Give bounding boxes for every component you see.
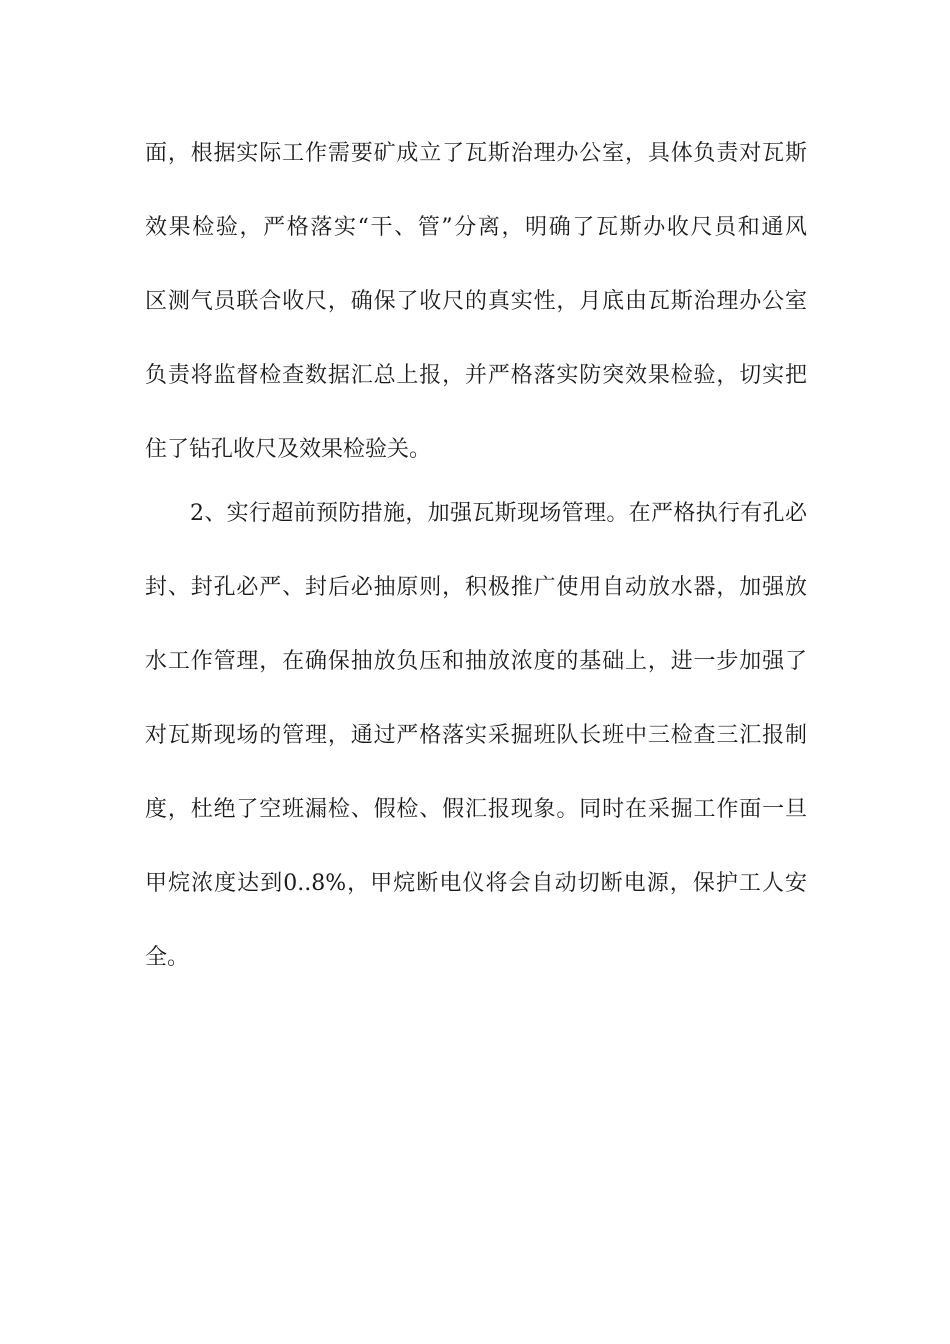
paragraph-1-line-2: 效果检验，严格落实“干、管”分离，明确了瓦斯办收尺员和通风 [145, 215, 807, 240]
paragraph-2-line-7: 全。 [145, 945, 190, 970]
paragraph-2-line-1: 2、实行超前预防措施，加强瓦斯现场管理。在严格执行有孔必 [190, 501, 807, 526]
paragraph-2-line-4: 对瓦斯现场的管理，通过严格落实采掘班队长班中三检查三汇报制 [145, 723, 807, 748]
paragraph-1-line-4: 负责将监督检查数据汇总上报，并严格落实防突效果检验，切实把 [145, 363, 807, 388]
paragraph-1-line-3: 区测气员联合收尺，确保了收尺的真实性，月底由瓦斯治理办公室 [145, 289, 807, 314]
paragraph-1-line-5: 住了钻孔收尺及效果检验关。 [145, 437, 432, 462]
paragraph-2-line-2: 封、封孔必严、封后必抽原则，积极推广使用自动放水器，加强放 [145, 575, 807, 600]
paragraph-2-line-6: 甲烷浓度达到0..8%，甲烷断电仪将会自动切断电源，保护工人安 [145, 871, 807, 896]
paragraph-2-line-3: 水工作管理，在确保抽放负压和抽放浓度的基础上，进一步加强了 [145, 649, 807, 674]
paragraph-2-line-5: 度，杜绝了空班漏检、假检、假汇报现象。同时在采掘工作面一旦 [145, 797, 807, 822]
paragraph-1-line-1: 面，根据实际工作需要矿成立了瓦斯治理办公室，具体负责对瓦斯 [145, 141, 807, 166]
